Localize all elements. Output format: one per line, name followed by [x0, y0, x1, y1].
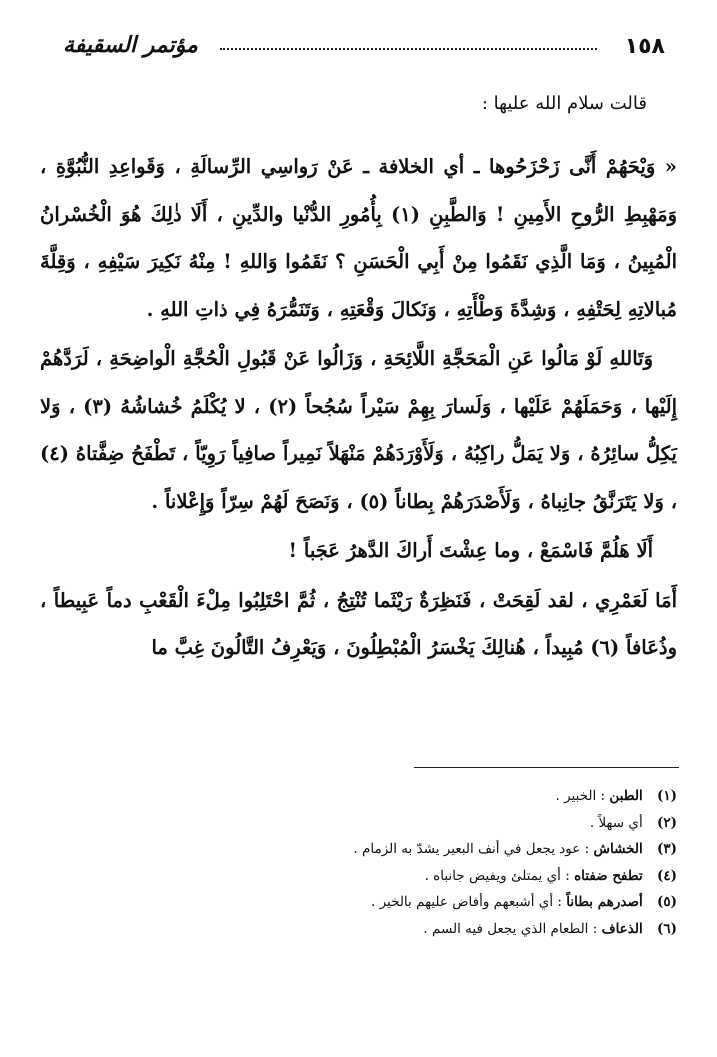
- footnotes-list: [60, 783, 677, 943]
- page-number: ١٥٨: [624, 34, 665, 59]
- footnote-number: (٦): [656, 920, 677, 937]
- paragraph: « وَيْحَهُمْ أَنَّى زَحْزَحُوها ـ أي الخلافة ـ عَنْ رَواسِي الرِّسالَةِ ، وَقَواعِدِ النُّبُوَّةِ ، وَمَهْبِطِ الرُّوحِ الأَمِينِ ! وَالطَّبِنِ (١) بِأُمُورِ الدُّنْيا والدِّينِ ، أَلَا ذٰلِكَ هُوَ الْخُسْرانُ الْمُبِينُ ، وَمَا الَّذِي نَقَمُوا مِنْ أَبِي الْحَسَنِ ؟ نَقَمُوا وَاللهِ ! مِنْهُ نَكِيرَ سَيْفِهِ ، وَقِلَّةَ مُبالاتِهِ لِحَتْفِهِ ، وَشِدَّةَ وَطْأَتِهِ ، وَنَكالَ وَقْعَتِهِ ، وَتَنَمُّرَهُ فِي ذاتِ اللهِ .: [40, 155, 678, 321]
- footnote: [60, 836, 677, 863]
- running-title: مؤتمر السقيفة: [63, 32, 198, 58]
- page-header: [55, 30, 675, 70]
- footnote: [60, 916, 677, 943]
- footnote-text: : أي يمتلئ ويفيض جانباه .: [424, 867, 570, 884]
- footnote-term: الخشاش: [593, 841, 643, 858]
- footnote-term: أصدرهم بطاناً: [566, 894, 643, 911]
- footnote-number: (٣): [656, 841, 677, 858]
- body-text: [40, 143, 677, 674]
- paragraph: أَمَا لَعَمْرِي ، لقد لَقِحَتْ ، فَنَظِرَةٌ رَيْثَما تُنْتِجُ ، ثُمَّ احْتَلِبُوا مِلْءَ الْقَعْبِ دماً عَبِيطاً ، وذُعَافاً (٦) مُبِيداً ، هُنالِكَ يَخْسَرُ الْمُبْطِلُونَ ، وَيَعْرِفُ التَّالُونَ غِبَّ ما: [40, 588, 677, 659]
- footnote: [60, 863, 677, 890]
- footnote: [60, 783, 677, 810]
- footnote-divider: [414, 767, 679, 768]
- footnote-term: الطبن: [609, 788, 643, 804]
- footnote-text: : عود يجعل في أنف البعير يشدّ به الزمام .: [353, 841, 590, 858]
- footnote-number: (٥): [656, 894, 677, 911]
- footnote-number: (٤): [656, 867, 677, 884]
- footnote: [60, 810, 677, 837]
- footnote-number: (١): [656, 788, 677, 804]
- footnote-text: : الخبير .: [555, 788, 606, 804]
- footnote-text: : أي أشبعهم وأفاض عليهم بالخير .: [371, 894, 562, 911]
- paragraph: أَلَا هَلُمَّ فَاسْمَعْ ، وما عِشْتَ أَراكَ الدَّهرُ عَجَباً !: [288, 539, 653, 562]
- footnote-term: تطفح ضفتاه: [574, 867, 643, 884]
- footnote-text: : الطعام الذي يجعل فيه السم .: [423, 920, 598, 937]
- paragraph: وَتَاللهِ لَوْ مَالُوا عَنِ الْمَحَجَّةِ اللَّائِحَةِ ، وَزَالُوا عَنْ قَبُولِ الْحُجَّةِ الْواضِحَةِ ، لَرَدَّهُمْ إِلَيْها ، وَحَمَلَهُمْ عَلَيْها ، وَلَسارَ بِهِمْ سَيْراً سُجُحاً (٢) ، لا يُكْلَمُ خُشاشُهُ (٣) ، وَلا يَكِلُّ سائِرُهُ ، وَلا يَمَلُّ راكِبُهُ ، وَلَأَوْرَدَهُمْ مَنْهَلاً نَمِيراً صافِياً رَوِيّاً ، تَطْفَحُ ضِفَّتاهُ (٤) ، وَلا يَتَرَنَّقُ جانِباهُ ، وَلَأَصْدَرَهُمْ بِطاناً (٥) ، وَنَصَحَ لَهُمْ سِرّاً وَإِعْلاناً .: [40, 347, 677, 513]
- intro-line: قالت سلام الله عليها :: [481, 93, 647, 114]
- header-dotted-leader: [220, 48, 597, 50]
- footnote-term: الذعاف: [601, 920, 643, 937]
- footnote-number: (٢): [656, 814, 677, 831]
- footnote: [60, 889, 677, 916]
- footnote-text: أي سهلاً .: [589, 814, 643, 831]
